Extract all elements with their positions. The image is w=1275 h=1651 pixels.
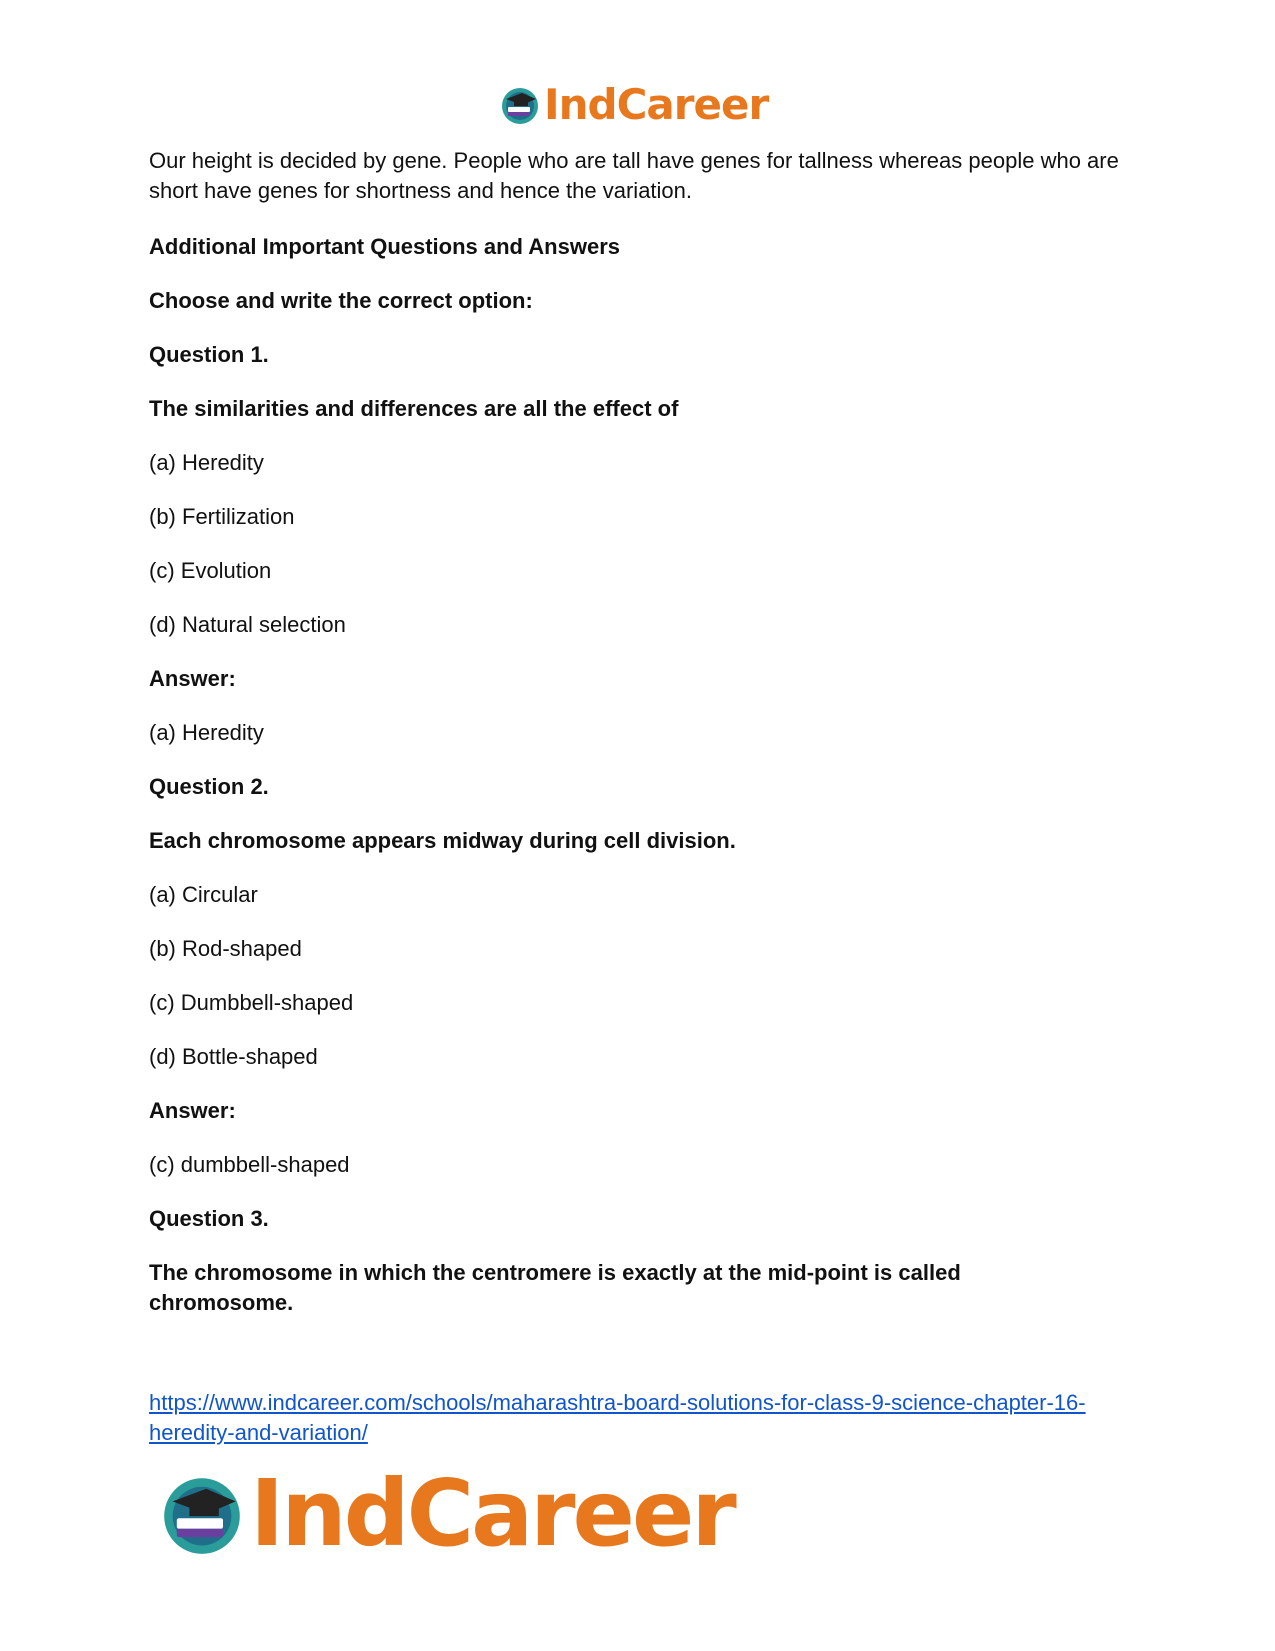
option: (d) Natural selection [149, 612, 346, 637]
answer-text: (c) dumbbell-shaped [149, 1152, 350, 1177]
section-heading: Additional Important Questions and Answers [149, 234, 621, 259]
question-text: The chromosome in which the centromere is exactly at the mid-point is called chromosome. [149, 1260, 961, 1315]
answer-text: (a) Heredity [149, 720, 264, 745]
instruction-text: Choose and write the correct option: [149, 288, 533, 313]
source-url-link[interactable]: https://www.indcareer.com/schools/maharashtra-board-solutions-for-class-9-science-chapter-16-heredity-and-variation/ [149, 1390, 1086, 1445]
footer-logo [160, 1460, 734, 1567]
indcareer-emblem-icon [160, 1472, 244, 1556]
logo-text: IndCareer [250, 1460, 734, 1567]
question-text: Each chromosome appears midway during cell division. [149, 828, 736, 853]
question-number: Question 1. [149, 342, 269, 367]
option: (d) Bottle-shaped [149, 1044, 318, 1069]
header-logo [500, 80, 768, 129]
option: (b) Fertilization [149, 504, 295, 529]
question-number: Question 2. [149, 774, 269, 799]
indcareer-emblem-icon [500, 85, 540, 125]
option: (c) Dumbbell-shaped [149, 990, 354, 1015]
option: (a) Heredity [149, 450, 264, 475]
footer-link-block [149, 1388, 1159, 1448]
question-text: The similarities and differences are all the effect of [149, 396, 679, 421]
answer-label: Answer: [149, 1098, 236, 1123]
intro-paragraph: Our height is decided by gene. People who are tall have genes for tallness whereas people who are short have genes for shortness and hence the variation. [149, 148, 1119, 203]
logo-text: IndCareer [544, 80, 769, 129]
answer-label: Answer: [149, 666, 236, 691]
option: (c) Evolution [149, 558, 272, 583]
option: (b) Rod-shaped [149, 936, 302, 961]
document-body [149, 146, 1139, 1318]
question-number: Question 3. [149, 1206, 269, 1231]
option: (a) Circular [149, 882, 258, 907]
